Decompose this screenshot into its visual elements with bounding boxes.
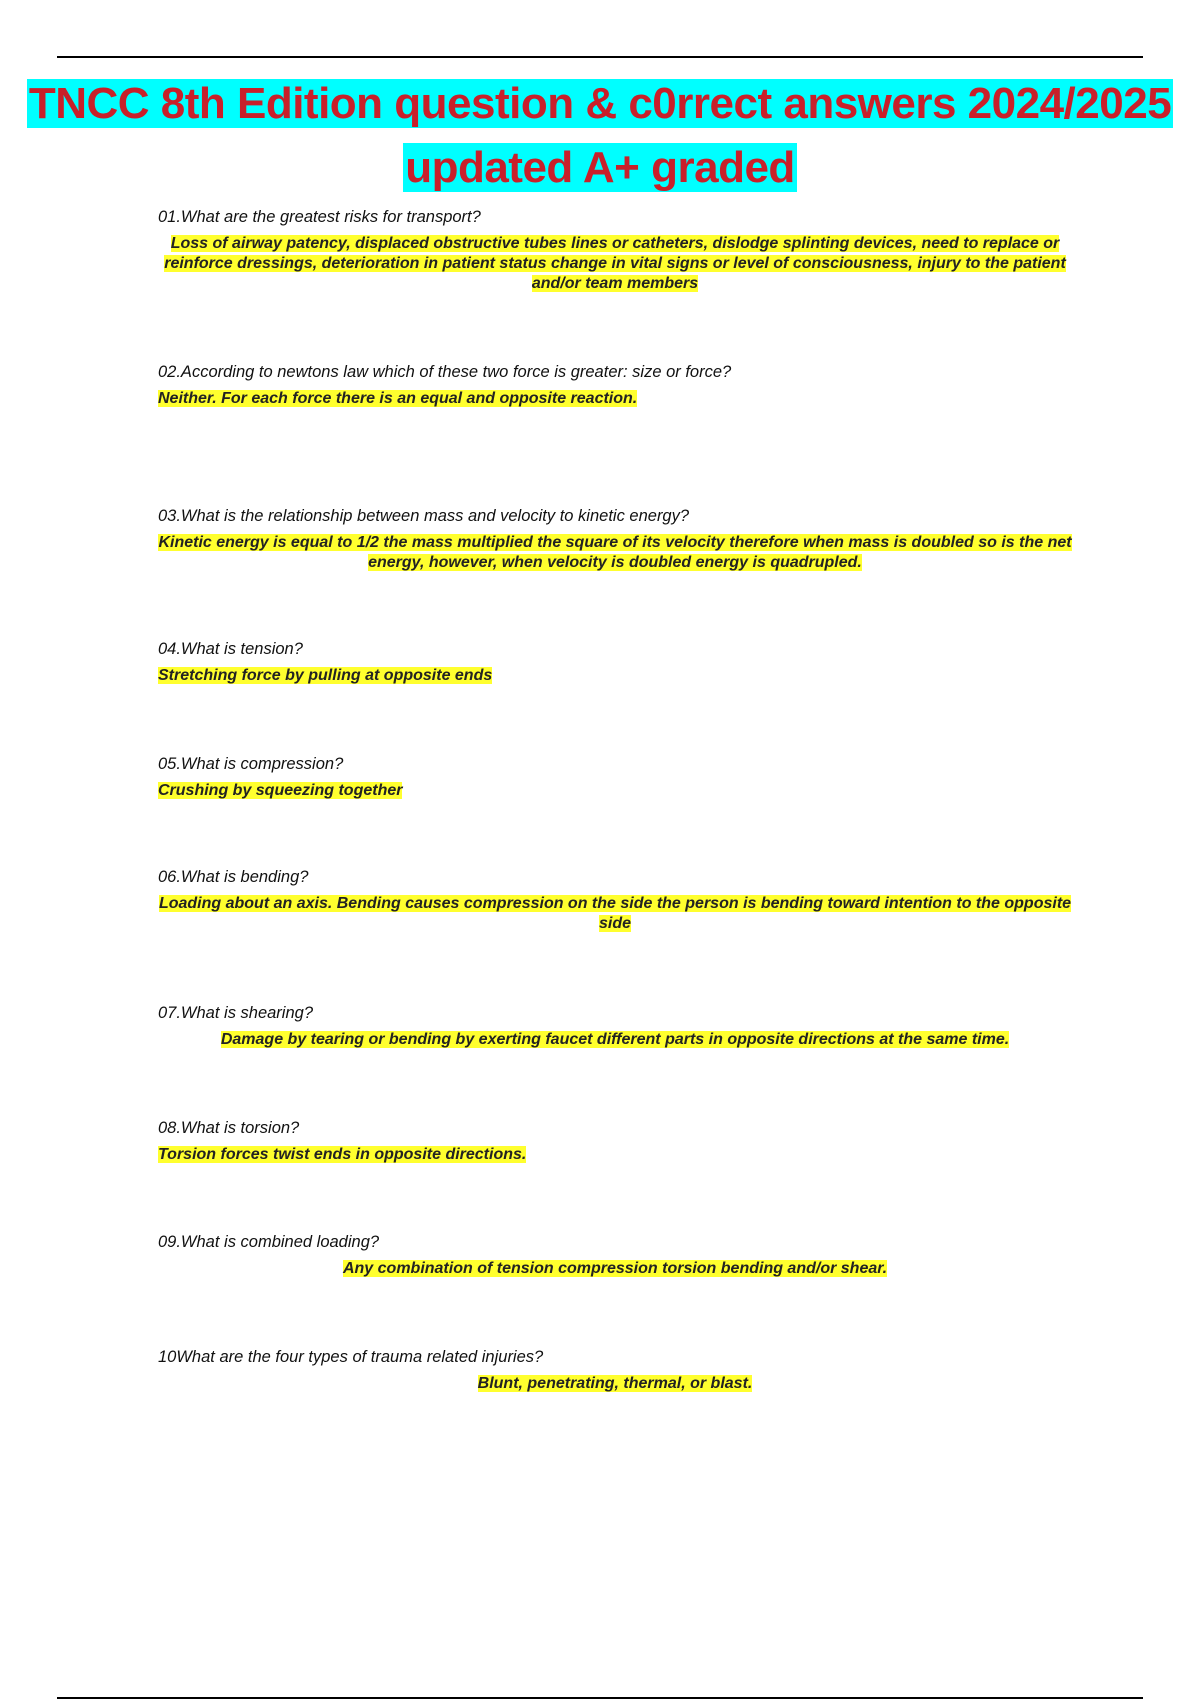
answer-text [158,666,1072,686]
answer-highlight: Kinetic energy is equal to 1/2 the mass multiplied the square of its velocity therefore when mass is doubled so is the net energy, however, when velocity is doubled energy is quadrupled. [158,534,1072,571]
answer-text [158,1030,1072,1050]
answer-highlight: Crushing by squeezing together [158,782,403,799]
question-text: 06.What is bending? [158,868,309,886]
answer-highlight: Damage by tearing or bending by exerting faucet different parts in opposite directions at the same time. [220,1031,1010,1048]
qa-item-08 [158,1117,1072,1165]
question-text: 04.What is tension? [158,640,303,658]
qa-item-04 [158,638,1072,686]
answer-highlight: Torsion forces twist ends in opposite directions. [158,1146,527,1163]
top-rule [57,56,1143,58]
question-text: 07.What is shearing? [158,1004,314,1022]
answer-text [158,1374,1072,1394]
answer-highlight: Stretching force by pulling at opposite ends [158,667,493,684]
bottom-rule [57,1697,1143,1699]
answer-text [158,894,1072,934]
answer-highlight: Blunt, penetrating, thermal, or blast. [477,1375,753,1392]
document-title-text: TNCC 8th Edition question & c0rrect answers 2024/2025 updated A+ graded [28,79,1172,192]
qa-item-09 [158,1231,1072,1279]
qa-item-06 [158,866,1072,934]
answer-highlight: Loss of airway patency, displaced obstructive tubes lines or catheters, dislodge splinting devices, need to replace or reinforce dressings, deterioration in patient status change in vital signs or level of consciousness, injury to the patient and/or team members [164,235,1066,292]
question-text: 05.What is compression? [158,755,344,773]
question-text: 10What are the four types of trauma related injuries? [158,1348,544,1366]
answer-highlight: Loading about an axis. Bending causes compression on the side the person is bending toward intention to the opposite side [158,895,1072,932]
question-text: 03.What is the relationship between mass and velocity to kinetic energy? [158,507,690,525]
qa-item-03 [158,505,1072,573]
question-text: 02.According to newtons law which of these two force is greater: size or force? [158,363,732,381]
qa-item-07 [158,1002,1072,1050]
answer-text [158,781,1072,801]
question-text: 09.What is combined loading? [158,1233,380,1251]
answer-highlight: Neither. For each force there is an equal and opposite reaction. [158,390,638,407]
answer-text [158,1145,1072,1165]
answer-text [158,1259,1072,1279]
answer-highlight: Any combination of tension compression torsion bending and/or shear. [342,1260,888,1277]
answer-text [158,533,1072,573]
answer-text [158,234,1072,294]
question-text: 08.What is torsion? [158,1119,300,1137]
qa-item-02 [158,361,1072,409]
qa-item-01 [158,206,1072,294]
answer-text [158,389,1072,409]
qa-item-05 [158,753,1072,801]
question-text: 01.What are the greatest risks for transport? [158,208,481,226]
document-title [0,72,1200,200]
qa-item-10 [158,1346,1072,1394]
